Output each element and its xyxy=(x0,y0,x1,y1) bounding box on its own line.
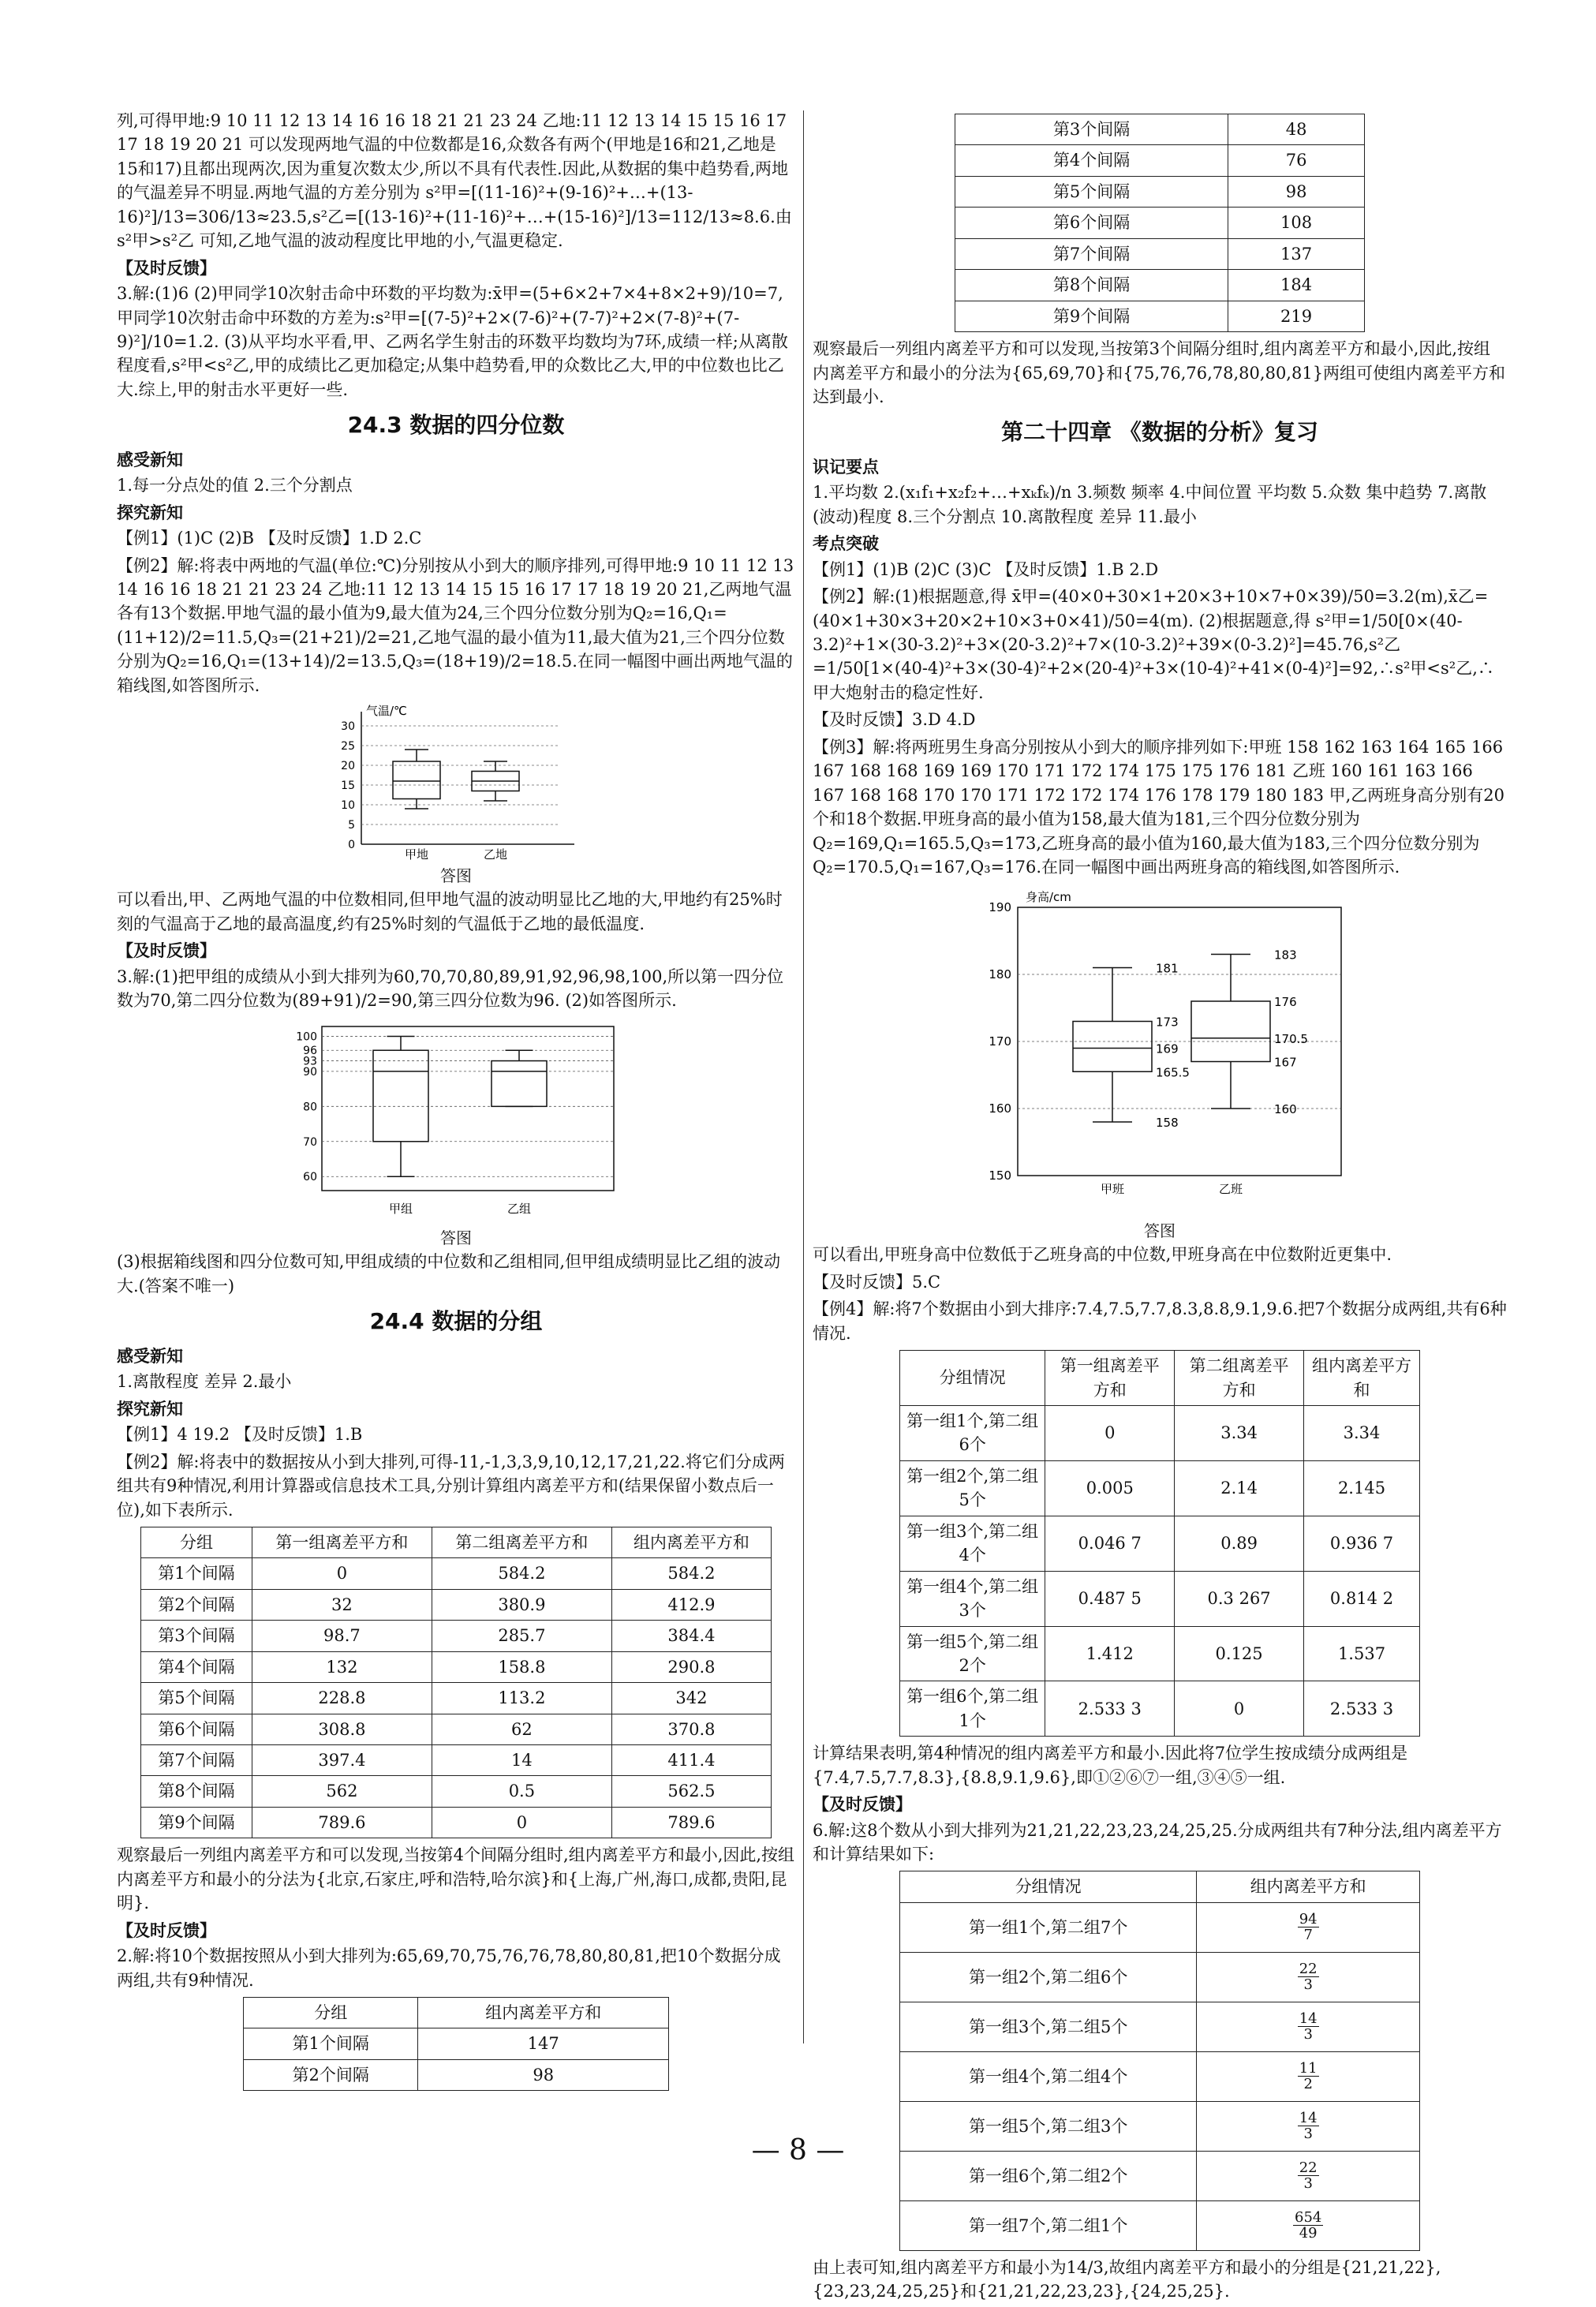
table-cell: 342 xyxy=(611,1683,771,1714)
table-cell: 158.8 xyxy=(432,1651,611,1682)
paragraph: 1.平均数 2.(x₁f₁+x₂f₂+…+xₖfₖ)/n 3.频数 频率 4.中间位置 平均数 5.众数 集中趋势 7.离散(波动)程度 8.三个分割点 10.离散程度 差异 11.最小 xyxy=(813,483,1487,526)
denominator: 3 xyxy=(1303,2026,1313,2043)
table-cell: 第一组5个,第二组2个 xyxy=(900,1626,1045,1681)
plot-frame xyxy=(322,1026,614,1191)
label-ganshou: 感受新知 xyxy=(117,450,183,469)
table-cell: 1.412 xyxy=(1045,1626,1175,1681)
jia-group-box-box xyxy=(373,1051,428,1142)
table-row xyxy=(900,1460,1420,1516)
table-cell: 第4个间隔 xyxy=(955,145,1228,176)
tick-label: 80 xyxy=(303,1101,317,1114)
paragraph: 【及时反馈】5.C xyxy=(813,1272,941,1292)
denominator: 7 xyxy=(1303,1927,1313,1944)
table-cell: 0 xyxy=(1175,1681,1304,1737)
table-row xyxy=(900,1626,1420,1681)
jia-class-box-box xyxy=(1073,1022,1152,1072)
table-row xyxy=(900,1902,1420,1952)
table-cell: 397.4 xyxy=(252,1745,432,1776)
table-row xyxy=(141,1807,772,1838)
numerator: 11 xyxy=(1299,2059,1318,2077)
tick-label: 180 xyxy=(989,967,1011,982)
tick-label: 0 xyxy=(348,839,355,852)
table-row xyxy=(141,1621,772,1651)
paragraph: 观察最后一列组内离差平方和可以发现,当按第4个间隔分组时,组内离差平方和最小,因此,按组内离差平方和最小的分法为{北京,石家庄,呼和浩特,哈尔滨}和{上海,广州,海口,成都,贵阳,昆明}. xyxy=(117,1845,795,1913)
table-cell: 第7个间隔 xyxy=(141,1745,252,1776)
value-label: 165.5 xyxy=(1156,1065,1190,1080)
table-row xyxy=(955,301,1365,331)
category-label: 乙地 xyxy=(483,847,508,861)
category-label: 乙班 xyxy=(1218,1182,1243,1197)
jia-box-box xyxy=(393,761,440,799)
table-cell: 第一组6个,第二组2个 xyxy=(900,2151,1197,2200)
value-label: 167 xyxy=(1274,1055,1297,1070)
category-label: 乙组 xyxy=(506,1202,532,1217)
table-cell: 285.7 xyxy=(432,1621,611,1651)
denominator: 2 xyxy=(1303,2076,1313,2093)
section-title-24-3: 24.3 数据的四分位数 xyxy=(347,412,565,439)
page-number: — 8 — xyxy=(751,2134,845,2167)
y-axis-label: 身高/cm xyxy=(1026,890,1071,905)
tick-label: 90 xyxy=(303,1066,317,1079)
paragraph: 可以看出,甲、乙两地气温的中位数相同,但甲地气温的波动明显比乙地的大,甲地约有25%时刻的气温高于乙地的最高温度,约有25%时刻的气温低于乙地的最低温度. xyxy=(117,890,783,933)
table-row xyxy=(141,1651,772,1682)
category-label: 甲班 xyxy=(1100,1182,1125,1197)
tick-label: 100 xyxy=(296,1030,317,1044)
table-cell: 第2个间隔 xyxy=(141,1589,252,1620)
table-cell: 第1个间隔 xyxy=(141,1558,252,1589)
numerator: 94 xyxy=(1299,1910,1318,1927)
tick-label: 20 xyxy=(341,760,355,773)
table-cell: 113.2 xyxy=(432,1683,611,1714)
paragraph: 3.解:(1)6 (2)甲同学10次射击命中环数的平均数为:x̄甲=(5+6×2+7×4+8×2+9)/10=7,甲同学10次射击命中环数的方差为:s²甲=[(7-5)²+2×(7-6)²+(7-7)²+2×(7-8)²+(7-9)²]/10=1.2. (3)从平均水平看,甲、乙两名学生射击的环数平均数均为7环,成绩一样;从离散程度看,s²甲<s²乙,甲的成绩比乙更加稳定;从集中趋势看,甲的众数比乙大,甲的中位数也比乙大.综上,甲的射击水平更好一些. xyxy=(117,284,788,399)
value-label: 170.5 xyxy=(1274,1032,1308,1047)
numerator: 14 xyxy=(1299,2010,1318,2027)
table-cell: 第一组7个,第二组1个 xyxy=(900,2200,1197,2250)
tick-label: 93 xyxy=(303,1055,317,1068)
tick-label: 96 xyxy=(303,1045,317,1058)
table-cell: 第6个间隔 xyxy=(955,208,1228,238)
table-cell: 第9个间隔 xyxy=(955,301,1228,331)
table-cell: 3.34 xyxy=(1304,1406,1420,1461)
table-cell: 0.005 xyxy=(1045,1460,1175,1516)
paragraph: 【例1】(1)C (2)B 【及时反馈】1.D 2.C xyxy=(117,529,422,548)
table-header-cell: 组内离差平方和 xyxy=(1304,1351,1420,1406)
tick-label: 70 xyxy=(303,1136,317,1150)
table-cell: 第5个间隔 xyxy=(141,1683,252,1714)
table-cell: 第一组5个,第二组3个 xyxy=(900,2101,1197,2151)
yi-class-box-box xyxy=(1191,1001,1270,1062)
paragraph: 由上表可知,组内离差平方和最小为14/3,故组内离差平方和最小的分组是{21,21,22},{23,23,24,25,25}和{21,21,22,23,23},{24,25,25}. xyxy=(813,2257,1441,2301)
tick-label: 15 xyxy=(341,780,355,793)
table-header-cell: 分组 xyxy=(244,1997,418,2028)
value-label: 169 xyxy=(1156,1041,1179,1056)
height-boxplot xyxy=(962,884,1357,1215)
table-row xyxy=(900,1516,1420,1571)
table-cell: 第一组2个,第二组5个 xyxy=(900,1460,1045,1516)
paragraph: 【例2】解:将表中的数据按从小到大排列,可得-11,-1,3,3,9,10,12,17,21,22.将它们分成两组共有9种情况,利用计算器或信息技术工具,分别计算组内离差平方和(结果保留小数点后一位),如下表所示. xyxy=(117,1452,785,1520)
tick-label: 60 xyxy=(303,1171,317,1184)
table-row xyxy=(955,238,1365,269)
table-header-cell: 分组 xyxy=(141,1527,252,1557)
y-axis-label: 气温/℃ xyxy=(366,704,407,719)
table-cell: 0.125 xyxy=(1175,1626,1304,1681)
table-cell: 3.34 xyxy=(1175,1406,1304,1461)
grouping-table-eight xyxy=(899,1871,1420,2250)
value-label: 176 xyxy=(1274,995,1297,1010)
fraction xyxy=(1293,2210,1323,2242)
numerator: 22 xyxy=(1299,1960,1318,1977)
table-cell: 0.046 7 xyxy=(1045,1516,1175,1571)
table-row xyxy=(141,1714,772,1744)
table-header-cell: 分组情况 xyxy=(900,1351,1045,1406)
right-column xyxy=(813,114,1507,2307)
fraction xyxy=(1298,1912,1319,1944)
tick-label: 10 xyxy=(341,799,355,813)
table-cell: 2.533 3 xyxy=(1045,1681,1175,1737)
label-kaodian: 考点突破 xyxy=(813,534,879,554)
paragraph: 6.解:这8个数从小到大排列为21,21,22,23,23,24,25,25.分成两组共有7种分法,组内离差平方和计算结果如下: xyxy=(813,1820,1502,1864)
chart-caption: 答图 xyxy=(1144,1221,1176,1241)
table-row xyxy=(141,1589,772,1620)
tick-label: 190 xyxy=(989,900,1011,915)
paragraph: 1.每一分点处的值 2.三个分割点 xyxy=(117,476,353,495)
table-cell xyxy=(1197,2002,1420,2051)
table-row xyxy=(141,1745,772,1776)
table-cell: 第9个间隔 xyxy=(141,1807,252,1838)
feedback-label: 【及时反馈】 xyxy=(813,1795,912,1815)
chart-caption: 答图 xyxy=(440,1228,472,1248)
table-cell: 98.7 xyxy=(252,1621,432,1651)
table-header-cell: 组内离差平方和 xyxy=(611,1527,771,1557)
category-label: 甲组 xyxy=(388,1202,413,1217)
fraction xyxy=(1298,2061,1319,2093)
tick-label: 160 xyxy=(989,1101,1011,1116)
paragraph: 【例4】解:将7个数据由小到大排序:7.4,7.5,7.7,8.3,8.8,9.1,9.6.把7个数据分成两组,共有6种情况. xyxy=(813,1299,1507,1343)
paragraph: 【例1】(1)B (2)C (3)C 【及时反馈】1.B 2.D xyxy=(813,559,1159,579)
table-row xyxy=(900,2051,1420,2101)
table-cell: 第7个间隔 xyxy=(955,238,1228,269)
grouping-table-cities xyxy=(140,1527,772,1838)
table-cell: 98 xyxy=(1228,176,1365,207)
table-cell: 228.8 xyxy=(252,1683,432,1714)
table-cell: 0.3 267 xyxy=(1175,1571,1304,1626)
denominator: 3 xyxy=(1303,2175,1313,2193)
table-cell: 290.8 xyxy=(611,1651,771,1682)
section-title-24-4: 24.4 数据的分组 xyxy=(369,1308,543,1335)
table-header-cell: 组内离差平方和 xyxy=(418,1997,669,2028)
paragraph: 1.离散程度 差异 2.最小 xyxy=(117,1372,292,1392)
paragraph: (3)根据箱线图和四分位数可知,甲组成绩的中位数和乙组相同,但甲组成绩明显比乙组的波动大.(答案不唯一) xyxy=(117,1252,781,1296)
table-cell: 370.8 xyxy=(611,1714,771,1744)
table-cell: 184 xyxy=(1228,270,1365,301)
table-cell: 412.9 xyxy=(611,1589,771,1620)
table-cell: 第8个间隔 xyxy=(141,1776,252,1807)
table-cell: 第5个间隔 xyxy=(955,176,1228,207)
table-cell: 137 xyxy=(1228,238,1365,269)
label-ganshou: 感受新知 xyxy=(117,1346,183,1366)
yi-group-box-box xyxy=(492,1061,547,1107)
table-row xyxy=(900,2002,1420,2051)
paragraph: 【例1】4 19.2 【及时反馈】1.B xyxy=(117,1425,363,1445)
table-row xyxy=(900,2200,1420,2250)
left-column xyxy=(117,109,795,2096)
table-cell xyxy=(1197,1952,1420,2002)
paragraph: 观察最后一列组内离差平方和可以发现,当按第3个间隔分组时,组内离差平方和最小,因此,按组内离差平方和最小的分法为{65,69,70}和{75,76,76,78,80,80,81}两组可使组内离差平方和达到最小. xyxy=(813,339,1506,406)
table-cell: 562.5 xyxy=(611,1776,771,1807)
paragraph: 3.解:(1)把甲组的成绩从小到大排列为60,70,70,80,89,91,92,96,98,100,所以第一四分位数为70,第二四分位数为(89+91)/2=90,第三四分位数为96. (2)如答图所示. xyxy=(117,967,784,1010)
value-label: 173 xyxy=(1156,1015,1179,1030)
value-label: 160 xyxy=(1274,1102,1297,1117)
table-cell: 第一组2个,第二组6个 xyxy=(900,1952,1197,2002)
table-cell: 98 xyxy=(418,2059,669,2090)
grouping-table-scores xyxy=(243,1997,669,2091)
table-cell: 第一组1个,第二组7个 xyxy=(900,1902,1197,1952)
numerator: 654 xyxy=(1295,2208,1322,2226)
table-cell: 第一组3个,第二组4个 xyxy=(900,1516,1045,1571)
table-cell: 第6个间隔 xyxy=(141,1714,252,1744)
paragraph: 【例2】解:(1)根据题意,得 x̄甲=(40×0+30×1+20×3+10×7+0×39)/50=3.2(m),x̄乙=(40×1+30×3+20×2+10×3+0×41)/50=4(m). (2)根据题意,得 s²甲=1/50[0×(40-3.2)²+1×(30-3.2)²+3×(20-3.2)²+7×(10-3.2)²+39×(0-3.2)²]=45.76,s²乙=1/50[1×(40-4)²+3×(30-4)²+2×(20-4)²+3×(10-4)²+41×(0-4)²]=92,∴s²甲<s²乙,∴甲大炮射击的稳定性好. xyxy=(813,587,1494,702)
table-row xyxy=(955,208,1365,238)
denominator: 49 xyxy=(1299,2225,1318,2242)
table-cell: 第1个间隔 xyxy=(244,2028,418,2059)
table-row xyxy=(244,2059,669,2090)
table-row xyxy=(955,145,1365,176)
chapter-review-title: 第二十四章 《数据的分析》复习 xyxy=(1001,419,1318,446)
numerator: 22 xyxy=(1299,2159,1318,2176)
grouping-table-seven xyxy=(899,1350,1420,1737)
table-cell: 584.2 xyxy=(611,1558,771,1589)
feedback-label: 【及时反馈】 xyxy=(117,941,216,961)
table-row xyxy=(900,1681,1420,1737)
category-label: 甲地 xyxy=(404,847,429,861)
table-cell: 第8个间隔 xyxy=(955,270,1228,301)
table-cell: 62 xyxy=(432,1714,611,1744)
table-cell: 48 xyxy=(1228,114,1365,145)
table-row xyxy=(955,176,1365,207)
table-header-cell: 组内离差平方和 xyxy=(1197,1871,1420,1902)
label-shiji: 识记要点 xyxy=(813,457,879,477)
paragraph: 【及时反馈】3.D 4.D xyxy=(813,710,976,730)
table-cell: 2.533 3 xyxy=(1304,1681,1420,1737)
table-cell: 147 xyxy=(418,2028,669,2059)
table-cell: 第一组1个,第二组6个 xyxy=(900,1406,1045,1461)
table-row xyxy=(955,114,1365,145)
table-cell xyxy=(1197,2051,1420,2101)
paragraph: 计算结果表明,第4种情况的组内离差平方和最小.因此将7位学生按成绩分成两组是{7.4,7.5,7.7,8.3},{8.8,9.1,9.6},即①②⑥⑦一组,③④⑤一组. xyxy=(813,1744,1408,1787)
label-tanjiu: 探究新知 xyxy=(117,503,183,522)
denominator: 3 xyxy=(1303,2126,1313,2143)
numerator: 14 xyxy=(1299,2109,1318,2126)
fraction xyxy=(1298,1961,1319,1994)
tick-label: 170 xyxy=(989,1034,1011,1049)
table-header-cell: 第一组离差平方和 xyxy=(252,1527,432,1557)
table-cell: 32 xyxy=(252,1589,432,1620)
table-row xyxy=(244,2028,669,2059)
table-cell: 76 xyxy=(1228,145,1365,176)
table-cell: 2.14 xyxy=(1175,1460,1304,1516)
table-cell: 第一组4个,第二组4个 xyxy=(900,2051,1197,2101)
value-label: 158 xyxy=(1156,1116,1179,1131)
table-cell: 1.537 xyxy=(1304,1626,1420,1681)
table-header-cell: 第二组离差平方和 xyxy=(1175,1351,1304,1406)
table-cell: 219 xyxy=(1228,301,1365,331)
paragraph: 2.解:将10个数据按照从小到大排列为:65,69,70,75,76,76,78,80,80,81,把10个数据分成两组,共有9种情况. xyxy=(117,1946,781,1990)
fraction xyxy=(1298,2011,1319,2043)
table-cell: 380.9 xyxy=(432,1589,611,1620)
table-cell: 第2个间隔 xyxy=(244,2059,418,2090)
feedback-label: 【及时反馈】 xyxy=(117,258,216,278)
paragraph: 可以看出,甲班身高中位数低于乙班身高的中位数,甲班身高在中位数附近更集中. xyxy=(813,1245,1392,1265)
table-cell: 411.4 xyxy=(611,1745,771,1776)
table-cell: 0 xyxy=(432,1807,611,1838)
table-cell: 562 xyxy=(252,1776,432,1807)
chart-caption: 答图 xyxy=(440,866,472,886)
tick-label: 150 xyxy=(989,1168,1011,1183)
table-cell xyxy=(1197,1902,1420,1952)
table-cell: 384.4 xyxy=(611,1621,771,1651)
table-header-cell: 第二组离差平方和 xyxy=(432,1527,611,1557)
feedback-label: 【及时反馈】 xyxy=(117,1920,216,1940)
table-cell: 789.6 xyxy=(252,1807,432,1838)
temperature-boxplot xyxy=(322,702,590,860)
table-cell: 0.814 2 xyxy=(1304,1571,1420,1626)
table-cell: 0.5 xyxy=(432,1776,611,1807)
table-row xyxy=(900,1571,1420,1626)
score-boxplot xyxy=(282,1017,630,1222)
table-cell: 第3个间隔 xyxy=(955,114,1228,145)
table-header-cell: 第一组离差平方和 xyxy=(1045,1351,1175,1406)
tick-label: 30 xyxy=(341,720,355,734)
table-row xyxy=(141,1683,772,1714)
table-row xyxy=(900,1952,1420,2002)
value-label: 181 xyxy=(1156,961,1179,976)
value-label: 183 xyxy=(1274,948,1297,963)
table-row xyxy=(141,1558,772,1589)
table-cell: 0.89 xyxy=(1175,1516,1304,1571)
table-row xyxy=(955,270,1365,301)
table-cell: 789.6 xyxy=(611,1807,771,1838)
table-row xyxy=(900,1406,1420,1461)
label-tanjiu: 探究新知 xyxy=(117,1399,183,1419)
denominator: 3 xyxy=(1303,1976,1313,1994)
table-header-cell: 分组情况 xyxy=(900,1871,1197,1902)
column-divider xyxy=(803,110,804,2043)
table-cell: 0 xyxy=(1045,1406,1175,1461)
grouping-table-scores-cont xyxy=(955,114,1365,332)
tick-label: 5 xyxy=(348,819,355,832)
table-cell: 0.487 5 xyxy=(1045,1571,1175,1626)
paragraph: 列,可得甲地:9 10 11 12 13 14 16 16 18 21 21 23 24 乙地:11 12 13 14 15 15 16 17 17 18 19 20 21 可以发现两地气温的中位数都是16,众数各有两个(甲地是16和21,乙地是15和17)且都出现两次,因为重复次数太少,所以不具有代表性.因此,从数据的集中趋势看,两地的气温差异不明显.两地气温的方差分别为 s²甲=[(11-16)²+(9-16)²+…+(13-16)²]/13=306/13≈23.5,s²乙=[(13-16)²+(11-16)²+…+(15-16)²]/13=112/13≈8.6.由 s²甲>s²乙 可知,乙地气温的波动程度比甲地的小,气温更稳定. xyxy=(117,111,792,251)
paragraph: 【例3】解:将两班男生身高分别按从小到大的顺序排列如下:甲班 158 162 163 164 165 166 167 168 168 169 169 170 171 172 174 175 175 176 181 乙班 160 161 163 166 167 168 168 170 170 171 172 172 174 176 178 179 180 183 甲,乙两班身高分别有20个和18个数据.甲班身高的最小值为158,最大值为181,三个四分位数分别为Q₂=169,Q₁=165.5,Q₃=173,乙班身高的最小值为160,最大值为183,三个四分位数分别为Q₂=170.5,Q₁=167,Q₃=176.在同一幅图中画出两班身高的箱线图,如答图所示. xyxy=(813,737,1505,877)
paragraph: 【例2】解:将表中两地的气温(单位:℃)分别按从小到大的顺序排列,可得甲地:9 10 11 12 13 14 16 16 18 21 21 23 24 乙地:11 12 13 14 15 15 16 17 17 18 19 20 21,乙两地气温各有13个数据.甲地气温的最小值为9,最大值为24,三个四分位数分别为Q₂=16,Q₁=(11+12)/2=11.5,Q₃=(21+21)/2=21,乙地气温的最小值为11,最大值为21,三个四分位数分别为Q₂=16,Q₁=(13+14)/2=13.5,Q₃=(18+19)/2=18.5.在同一幅图中画出两地气温的箱线图,如答图所示. xyxy=(117,555,794,695)
table-cell: 第一组3个,第二组5个 xyxy=(900,2002,1197,2051)
table-cell: 第一组6个,第二组1个 xyxy=(900,1681,1045,1737)
tick-label: 25 xyxy=(341,740,355,753)
table-cell: 第3个间隔 xyxy=(141,1621,252,1651)
table-cell: 0.936 7 xyxy=(1304,1516,1420,1571)
table-cell: 第4个间隔 xyxy=(141,1651,252,1682)
table-cell: 308.8 xyxy=(252,1714,432,1744)
table-cell: 0 xyxy=(252,1558,432,1589)
table-cell: 2.145 xyxy=(1304,1460,1420,1516)
table-cell: 第一组4个,第二组3个 xyxy=(900,1571,1045,1626)
table-cell: 584.2 xyxy=(432,1558,611,1589)
table-cell: 108 xyxy=(1228,208,1365,238)
table-cell: 14 xyxy=(432,1745,611,1776)
table-row xyxy=(141,1776,772,1807)
table-cell xyxy=(1197,2200,1420,2250)
table-cell: 132 xyxy=(252,1651,432,1682)
